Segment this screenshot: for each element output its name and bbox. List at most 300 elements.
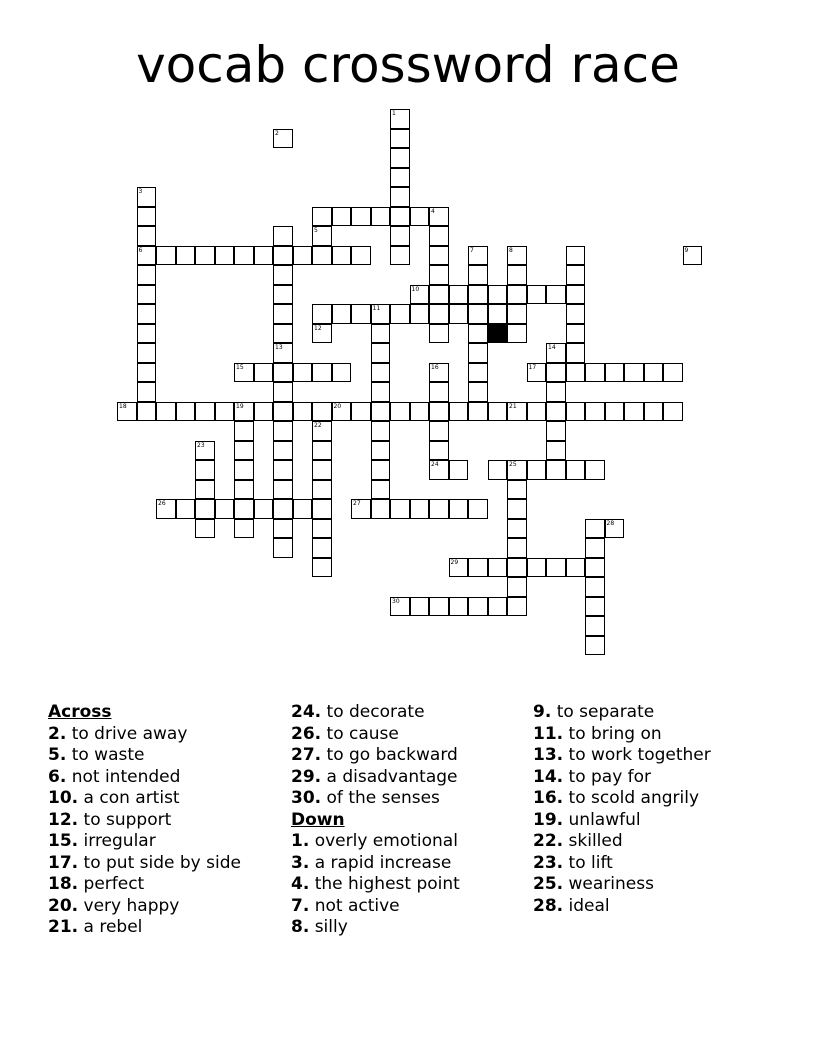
grid-cell[interactable]	[468, 285, 488, 305]
grid-cell[interactable]	[390, 168, 410, 188]
clue-item	[48, 853, 241, 875]
clue-item	[533, 724, 711, 746]
grid-cell[interactable]	[195, 480, 215, 500]
clue-item	[48, 874, 241, 896]
grid-cell[interactable]	[195, 499, 215, 519]
grid-cell[interactable]	[371, 382, 391, 402]
clue-number: 27.	[291, 745, 322, 765]
grid-cell[interactable]	[195, 246, 215, 266]
grid-cell[interactable]	[273, 402, 293, 422]
grid-cell[interactable]	[351, 499, 371, 519]
grid-cell[interactable]	[585, 519, 605, 539]
clue-item	[48, 788, 241, 810]
grid-cell[interactable]	[137, 402, 157, 422]
grid-cell[interactable]	[195, 519, 215, 539]
grid-cell[interactable]	[507, 480, 527, 500]
clue-item	[533, 853, 711, 875]
grid-cell[interactable]	[293, 402, 313, 422]
grid-cell[interactable]	[644, 363, 664, 383]
grid-cell[interactable]	[605, 519, 625, 539]
clue-item	[291, 702, 460, 724]
grid-cell[interactable]	[390, 304, 410, 324]
grid-cell[interactable]	[195, 402, 215, 422]
grid-cell[interactable]	[566, 285, 586, 305]
grid-cell[interactable]	[390, 207, 410, 227]
grid-cell[interactable]	[605, 402, 625, 422]
grid-cell[interactable]	[429, 207, 449, 227]
clue-number-label: 12	[314, 324, 322, 332]
grid-cell[interactable]	[312, 538, 332, 558]
clue-item	[533, 788, 711, 810]
grid-cell[interactable]	[137, 304, 157, 324]
grid-cell[interactable]	[176, 246, 196, 266]
grid-cell[interactable]	[566, 460, 586, 480]
clue-number: 28.	[533, 895, 564, 916]
grid-cell[interactable]	[585, 402, 605, 422]
grid-cell[interactable]	[566, 246, 586, 266]
grid-cell[interactable]	[371, 460, 391, 480]
grid-cell[interactable]	[312, 441, 332, 461]
grid-cell[interactable]	[273, 538, 293, 558]
grid-cell[interactable]	[468, 343, 488, 363]
clue-number: 19.	[533, 809, 564, 830]
black-square	[488, 324, 508, 344]
grid-cell[interactable]	[468, 499, 488, 519]
clue-number: 21.	[48, 917, 79, 937]
grid-cell[interactable]	[585, 616, 605, 636]
grid-cell[interactable]	[137, 285, 157, 305]
clue-text: to drive away	[71, 723, 188, 744]
clue-text: to pay for	[568, 766, 652, 787]
grid-cell[interactable]	[449, 285, 469, 305]
grid-cell[interactable]	[546, 441, 566, 461]
grid-cell[interactable]	[351, 402, 371, 422]
grid-cell[interactable]	[137, 343, 157, 363]
grid-cell[interactable]	[546, 460, 566, 480]
clue-number: 20.	[48, 895, 79, 916]
clue-item	[48, 896, 241, 918]
clue-number: 24.	[291, 702, 322, 722]
grid-cell[interactable]	[546, 402, 566, 422]
grid-cell[interactable]	[566, 324, 586, 344]
grid-cell[interactable]	[312, 324, 332, 344]
grid-cell[interactable]	[449, 304, 469, 324]
grid-cell[interactable]	[527, 363, 547, 383]
grid-cell[interactable]	[390, 246, 410, 266]
grid-cell[interactable]	[195, 441, 215, 461]
grid-cell[interactable]	[273, 129, 293, 149]
grid-cell[interactable]	[507, 324, 527, 344]
clue-number-label: 27	[353, 500, 361, 507]
clue-number-label: 8	[509, 246, 513, 254]
grid-cell[interactable]	[312, 207, 332, 227]
grid-cell[interactable]	[176, 499, 196, 519]
clue-number-label: 10	[411, 285, 420, 293]
grid-cell[interactable]	[312, 246, 332, 266]
clue-number: 25.	[533, 874, 564, 894]
clue-item	[48, 831, 241, 853]
grid-cell[interactable]	[293, 499, 313, 519]
clue-number-label: 24	[431, 461, 439, 468]
grid-cell[interactable]	[468, 402, 488, 422]
grid-cell[interactable]	[410, 207, 430, 227]
grid-cell[interactable]	[507, 538, 527, 558]
grid-cell[interactable]	[527, 558, 547, 578]
grid-cell[interactable]	[527, 402, 547, 422]
grid-cell[interactable]	[234, 402, 254, 422]
grid-cell[interactable]	[429, 421, 449, 441]
grid-cell[interactable]	[410, 304, 430, 324]
grid-cell[interactable]	[624, 363, 644, 383]
grid-cell[interactable]	[273, 480, 293, 500]
grid-cell[interactable]	[371, 363, 391, 383]
grid-cell[interactable]	[273, 226, 293, 246]
clue-number: 29.	[291, 766, 322, 787]
clue-text: perfect	[83, 874, 145, 894]
clue-text: weariness	[568, 874, 654, 894]
grid-cell[interactable]	[488, 285, 508, 305]
grid-cell[interactable]	[429, 304, 449, 324]
grid-cell[interactable]	[312, 421, 332, 441]
grid-cell[interactable]	[468, 324, 488, 344]
grid-cell[interactable]	[429, 226, 449, 246]
clue-text: a rebel	[83, 917, 143, 937]
grid-cell[interactable]	[312, 363, 332, 383]
grid-cell[interactable]	[273, 324, 293, 344]
grid-cell[interactable]	[507, 402, 527, 422]
grid-cell[interactable]	[137, 246, 157, 266]
clue-text: to waste	[71, 745, 145, 765]
grid-cell[interactable]	[156, 246, 176, 266]
grid-cell[interactable]	[429, 597, 449, 617]
grid-cell[interactable]	[546, 285, 566, 305]
grid-cell[interactable]	[507, 460, 527, 480]
clue-text: to support	[83, 809, 172, 830]
clue-number-label: 4	[431, 207, 435, 215]
clue-text: a con artist	[83, 788, 180, 808]
grid-cell[interactable]	[546, 363, 566, 383]
clue-column-1	[48, 702, 241, 939]
clue-item	[291, 896, 460, 918]
clue-text: not intended	[71, 766, 181, 787]
clue-text: the highest point	[314, 874, 460, 894]
clue-text: irregular	[83, 831, 156, 851]
clue-number-label: 13	[275, 344, 283, 351]
grid-cell[interactable]	[566, 343, 586, 363]
grid-cell[interactable]	[273, 519, 293, 539]
grid-cell[interactable]	[390, 226, 410, 246]
clue-number: 14.	[533, 766, 564, 787]
clue-number-label: 29	[450, 558, 459, 566]
grid-cell[interactable]	[332, 207, 352, 227]
grid-cell[interactable]	[137, 226, 157, 246]
grid-cell[interactable]	[273, 460, 293, 480]
clue-text: to cause	[326, 723, 399, 744]
clue-number: 7.	[291, 895, 310, 916]
clue-item	[533, 702, 711, 724]
clue-column-3	[533, 702, 711, 917]
clue-number: 18.	[48, 874, 79, 894]
grid-cell[interactable]	[507, 304, 527, 324]
grid-cell[interactable]	[234, 246, 254, 266]
grid-cell[interactable]	[468, 363, 488, 383]
grid-cell[interactable]	[468, 265, 488, 285]
grid-cell[interactable]	[312, 480, 332, 500]
page-title: vocab crossword race	[136, 36, 680, 94]
grid-cell[interactable]	[273, 304, 293, 324]
grid-cell[interactable]	[273, 441, 293, 461]
grid-cell[interactable]	[351, 304, 371, 324]
clue-number-label: 21	[509, 402, 517, 410]
grid-cell[interactable]	[429, 402, 449, 422]
grid-cell[interactable]	[507, 499, 527, 519]
grid-cell[interactable]	[488, 402, 508, 422]
grid-cell[interactable]	[273, 343, 293, 363]
grid-cell[interactable]	[137, 324, 157, 344]
clue-number: 10.	[48, 788, 79, 808]
grid-cell[interactable]	[312, 304, 332, 324]
clue-section-heading: Across	[48, 702, 112, 722]
grid-cell[interactable]	[429, 265, 449, 285]
clue-text: to work together	[568, 745, 711, 765]
grid-cell[interactable]	[488, 460, 508, 480]
grid-cell[interactable]	[234, 441, 254, 461]
clue-number-label: 25	[509, 461, 517, 468]
clue-item	[291, 724, 460, 746]
grid-cell[interactable]	[273, 382, 293, 402]
grid-cell[interactable]	[488, 304, 508, 324]
grid-cell[interactable]	[390, 129, 410, 149]
grid-cell[interactable]	[312, 519, 332, 539]
grid-cell[interactable]	[429, 460, 449, 480]
grid-cell[interactable]	[663, 402, 683, 422]
grid-cell[interactable]	[156, 499, 176, 519]
grid-cell[interactable]	[429, 324, 449, 344]
grid-cell[interactable]	[585, 636, 605, 656]
grid-cell[interactable]	[566, 402, 586, 422]
grid-cell[interactable]	[585, 597, 605, 617]
grid-cell[interactable]	[585, 363, 605, 383]
grid-cell[interactable]	[507, 265, 527, 285]
grid-cell[interactable]	[507, 558, 527, 578]
clue-item	[533, 874, 711, 896]
grid-cell[interactable]	[429, 246, 449, 266]
grid-cell[interactable]	[234, 519, 254, 539]
grid-cell[interactable]	[273, 499, 293, 519]
clue-number-label: 20	[333, 402, 342, 410]
grid-cell[interactable]	[273, 246, 293, 266]
grid-cell[interactable]	[605, 363, 625, 383]
grid-cell[interactable]	[507, 597, 527, 617]
grid-cell[interactable]	[585, 538, 605, 558]
clue-text: skilled	[568, 831, 623, 851]
grid-cell[interactable]	[585, 577, 605, 597]
grid-cell[interactable]	[410, 285, 430, 305]
grid-cell[interactable]	[332, 246, 352, 266]
grid-cell[interactable]	[527, 285, 547, 305]
grid-cell[interactable]	[234, 363, 254, 383]
clue-number: 17.	[48, 852, 79, 873]
grid-cell[interactable]	[566, 304, 586, 324]
clue-number: 9.	[533, 702, 552, 722]
grid-cell[interactable]	[390, 109, 410, 129]
grid-cell[interactable]	[429, 499, 449, 519]
clue-number-label: 14	[548, 344, 556, 351]
grid-cell[interactable]	[371, 207, 391, 227]
grid-cell[interactable]	[566, 558, 586, 578]
grid-cell[interactable]	[371, 402, 391, 422]
grid-cell[interactable]	[176, 402, 196, 422]
grid-cell[interactable]	[507, 577, 527, 597]
clue-number: 11.	[533, 723, 564, 744]
grid-cell[interactable]	[371, 480, 391, 500]
grid-cell[interactable]	[644, 402, 664, 422]
grid-cell[interactable]	[254, 363, 274, 383]
clue-text: overly emotional	[314, 831, 458, 851]
grid-cell[interactable]	[566, 265, 586, 285]
clue-number-label: 28	[606, 519, 615, 527]
clue-item	[291, 767, 460, 789]
clue-item	[533, 896, 711, 918]
grid-cell[interactable]	[429, 382, 449, 402]
grid-cell[interactable]	[507, 285, 527, 305]
clue-number: 2.	[48, 723, 67, 744]
grid-cell[interactable]	[332, 304, 352, 324]
grid-cell[interactable]	[254, 246, 274, 266]
grid-cell[interactable]	[215, 246, 235, 266]
grid-cell[interactable]	[390, 402, 410, 422]
grid-cell[interactable]	[468, 246, 488, 266]
clue-item	[48, 917, 241, 939]
clue-text: to put side by side	[83, 852, 241, 873]
clue-text: of the senses	[326, 788, 440, 808]
grid-cell[interactable]	[234, 499, 254, 519]
grid-cell[interactable]	[195, 460, 215, 480]
clue-item	[533, 810, 711, 832]
clue-number-label: 16	[431, 363, 439, 371]
grid-cell[interactable]	[254, 499, 274, 519]
grid-cell[interactable]	[273, 421, 293, 441]
grid-cell[interactable]	[410, 402, 430, 422]
grid-cell[interactable]	[371, 499, 391, 519]
clue-item	[291, 745, 460, 767]
clue-number-label: 30	[392, 597, 400, 605]
grid-cell[interactable]	[546, 343, 566, 363]
grid-cell[interactable]	[117, 402, 137, 422]
grid-cell[interactable]	[624, 402, 644, 422]
clue-number-label: 19	[236, 402, 244, 410]
grid-cell[interactable]	[332, 402, 352, 422]
grid-cell[interactable]	[585, 558, 605, 578]
grid-cell[interactable]	[449, 402, 469, 422]
grid-cell[interactable]	[293, 246, 313, 266]
grid-cell[interactable]	[449, 558, 469, 578]
grid-cell[interactable]	[312, 460, 332, 480]
grid-cell[interactable]	[371, 324, 391, 344]
grid-cell[interactable]	[449, 499, 469, 519]
grid-cell[interactable]	[273, 285, 293, 305]
grid-cell[interactable]	[371, 304, 391, 324]
grid-cell[interactable]	[273, 363, 293, 383]
grid-cell[interactable]	[507, 246, 527, 266]
grid-cell[interactable]	[488, 558, 508, 578]
grid-cell[interactable]	[410, 499, 430, 519]
clue-number: 4.	[291, 874, 310, 894]
grid-cell[interactable]	[254, 402, 274, 422]
grid-cell[interactable]	[585, 460, 605, 480]
grid-cell[interactable]	[137, 265, 157, 285]
grid-cell[interactable]	[215, 499, 235, 519]
grid-cell[interactable]	[663, 363, 683, 383]
grid-cell[interactable]	[137, 363, 157, 383]
grid-cell[interactable]	[351, 207, 371, 227]
grid-cell[interactable]	[546, 558, 566, 578]
grid-cell[interactable]	[137, 382, 157, 402]
grid-cell[interactable]	[429, 441, 449, 461]
clue-number-label: 18	[119, 402, 127, 410]
grid-cell[interactable]	[683, 246, 703, 266]
grid-cell[interactable]	[312, 499, 332, 519]
grid-cell[interactable]	[468, 304, 488, 324]
grid-cell[interactable]	[507, 519, 527, 539]
clue-text: not active	[314, 895, 400, 916]
clue-text: to go backward	[326, 745, 458, 765]
grid-cell[interactable]	[332, 363, 352, 383]
grid-cell[interactable]	[546, 382, 566, 402]
clue-number-label: 17	[528, 363, 537, 371]
grid-cell[interactable]	[312, 226, 332, 246]
grid-cell[interactable]	[488, 597, 508, 617]
clue-number-label: 6	[138, 246, 143, 254]
grid-cell[interactable]	[429, 285, 449, 305]
grid-cell[interactable]	[312, 558, 332, 578]
clue-item	[48, 810, 241, 832]
grid-cell[interactable]	[390, 148, 410, 168]
grid-cell[interactable]	[293, 363, 313, 383]
grid-cell[interactable]	[156, 402, 176, 422]
grid-cell[interactable]	[527, 460, 547, 480]
grid-cell[interactable]	[234, 480, 254, 500]
grid-cell[interactable]	[546, 421, 566, 441]
grid-cell[interactable]	[390, 499, 410, 519]
clue-number: 15.	[48, 831, 79, 851]
grid-cell[interactable]	[312, 402, 332, 422]
grid-cell[interactable]	[137, 207, 157, 227]
grid-cell[interactable]	[410, 597, 430, 617]
grid-cell[interactable]	[429, 363, 449, 383]
clue-number: 26.	[291, 723, 322, 744]
grid-cell[interactable]	[390, 597, 410, 617]
grid-cell[interactable]	[234, 421, 254, 441]
grid-cell[interactable]	[351, 246, 371, 266]
grid-cell[interactable]	[566, 363, 586, 383]
clue-number-label: 3	[138, 188, 143, 195]
grid-cell[interactable]	[273, 265, 293, 285]
grid-cell[interactable]	[468, 597, 488, 617]
grid-cell[interactable]	[371, 421, 391, 441]
grid-cell[interactable]	[390, 187, 410, 207]
grid-cell[interactable]	[468, 382, 488, 402]
grid-cell[interactable]	[449, 597, 469, 617]
grid-cell[interactable]	[371, 441, 391, 461]
clue-number: 5.	[48, 745, 67, 765]
grid-cell[interactable]	[468, 558, 488, 578]
grid-cell[interactable]	[234, 460, 254, 480]
grid-cell[interactable]	[215, 402, 235, 422]
grid-cell[interactable]	[137, 187, 157, 207]
grid-cell[interactable]	[449, 460, 469, 480]
grid-cell[interactable]	[371, 343, 391, 363]
